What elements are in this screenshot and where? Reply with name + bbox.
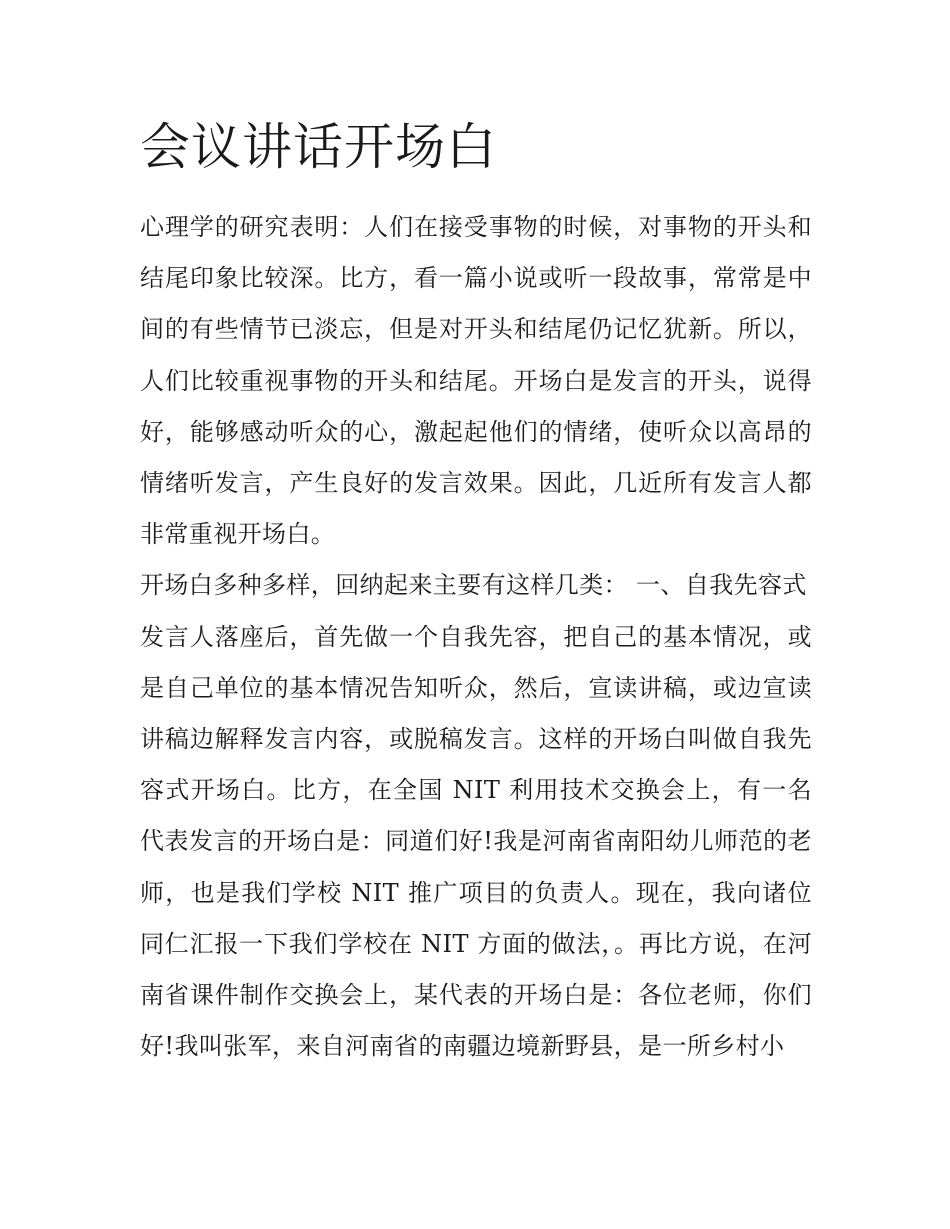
paragraph-intro: 心理学的研究表明：人们在接受事物的时候，对事物的开头和结尾印象比较深。比方，看一篇小说或听一段故事，常常是中间的有些情节已淡忘，但是对开头和结尾仍记忆犹新。所以，人们比较重视事物的开头和结尾。开场白是发言的开头，说得好，能够感动听众的心，激起起他们的情绪，使听众以高昂的情绪听发言，产生良好的发言效果。因此，几近所有发言人都非常重视开场白。 bbox=[140, 213, 812, 549]
paragraph-categories: 开场白多种多样，回纳起来主要有这样几类： 一、自我先容式 bbox=[140, 571, 807, 600]
document-body bbox=[140, 112, 812, 1072]
paragraph-self-intro: 发言人落座后，首先做一个自我先容，把自己的基本情况，或是自己单位的基本情况告知听众，然后，宣读讲稿，或边宣读讲稿边解释发言内容，或脱稿发言。这样的开场白叫做自我先容式开场白。比方，在全国 NIT 利用技术交换会上，有一名代表发言的开场白是：同道们好!我是河南省南阳幼儿师范的老师，也是我们学校 NIT 推广项目的负责人。现在，我向诸位同仁汇报一下我们学校在 NIT 方面的做法，。再比方说，在河南省课件制作交换会上，某代表的开场白是：各位老师，你们好!我叫张军，来自河南省的南疆边境新野县，是一所乡村小 bbox=[140, 622, 812, 1061]
document-title: 会议讲话开场白 bbox=[140, 118, 497, 176]
